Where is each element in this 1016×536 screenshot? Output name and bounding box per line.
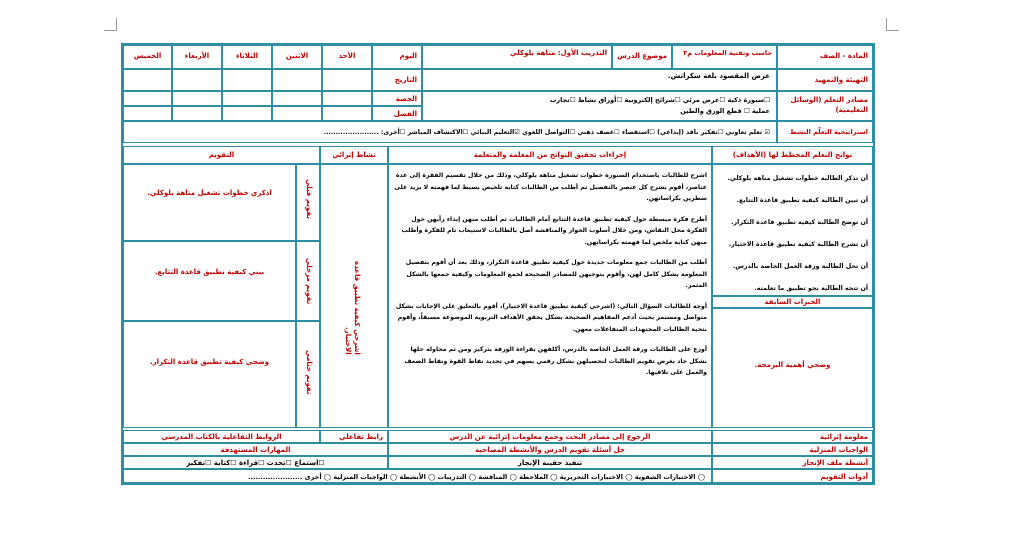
period-cell xyxy=(172,91,222,106)
procedure-item: أطرح فكرة مبسطة حول كيفية تطبيق قاعدة التتابع أمام الطالبات ثم أطلب منهن إبداء رأيهن حول الفكرة محل النقاش، ومن خلال أسلوب الحوار والمناقشة أصل بالطالبات لاستيعاب تام للفكرة وأطلب منهن كتابة ملخص لما فهمته بكراساتهن. xyxy=(401,215,707,246)
class-cell xyxy=(172,106,222,121)
day-monday: الاثنين xyxy=(272,45,322,69)
period-label: الحصة xyxy=(372,91,422,106)
resources-value xyxy=(422,91,777,121)
period-cell xyxy=(222,91,272,106)
evaluation-type-cell xyxy=(296,241,320,321)
procedure-item: أطلب من الطالبات جمع معلومات جديدة حول كيفية تطبيق قاعدة التكرار، وذلك بعد أن أقوم بتفصيل المعلومة بشكل كامل لهن، وأقوم بتوجيهن للمصادر الصحيحة لجمع المعلومات وكيفية جمعها بالشكل المثمر. xyxy=(405,259,707,289)
intro-label: التهيئة والتمهيد xyxy=(777,69,873,91)
evaluation-tools-options: ◯ الاختبارات الشفوية ◯ الاختبارات التحريرية ◯ الملاحظة ◯ المناقشة ◯ التدريبات ◯ الأنشطة ◯ الواجبات المنزلية ◯ أخرى ...................... xyxy=(123,469,712,483)
procedure-item: أوجه للطالبات السؤال التالي: (اشرحي كيفية تطبيق قاعدة الاختيار)، أقوم بالتعليق على الإجابات بشكل متواصل ومستمر بحيث أدعم المفاهيم الصحيحة بشكل يحقق الأهداف التربوية الموضوعة مسبقاً، وأقوم بتحية الطالبات المجتهدات المتفاعلات معهن. xyxy=(395,302,707,333)
day-tuesday: الثلاثاء xyxy=(222,45,272,69)
evaluation-tools-label: أدوات التقويم xyxy=(712,469,873,483)
portfolio-label: أنشطة ملف الإنجاز xyxy=(712,456,873,469)
target-skills-label: المهارات المستهدفة xyxy=(123,443,388,456)
period-cell xyxy=(272,91,322,106)
day-sunday: الأحد xyxy=(322,45,372,69)
resources-line-1: ☐سبورة ذكية ☐عرض مرئي ☐شرائح إلكترونية ☐أوراق نشاط ☐تجارب xyxy=(549,96,770,104)
prior-knowledge-label: الخبرات السابقة xyxy=(712,296,873,308)
homework-label: الواجبات المنزلية xyxy=(712,443,873,456)
class-cell xyxy=(123,106,172,121)
evaluation-type-cell xyxy=(296,321,320,428)
period-cell xyxy=(322,91,372,106)
resources-line-2: عملية ☐ قطع الورق والطين xyxy=(680,107,770,115)
outcomes-header: نواتج التعلم المخطط لها (الأهداف) xyxy=(712,146,873,164)
enrichment-info-label: معلومة إثرائية xyxy=(712,430,873,443)
homework-value: حل أسئلة تقويم الدرس والأنشطة المصاحبة xyxy=(388,443,712,456)
date-cell xyxy=(222,69,272,91)
outcome-item: أن تتجه الطالبة نحو تطبيق ما تعلمته. xyxy=(754,285,868,292)
evaluation-question: بيني كيفية تطبيق قاعدة التتابع. xyxy=(123,241,296,321)
topic-label: موضوع الدرس xyxy=(612,45,672,69)
date-cell xyxy=(172,69,222,91)
outcome-item: أن تشرح الطالبة كيفية تطبيق قاعدة الاختيار. xyxy=(728,241,868,248)
evaluation-header: التقويم xyxy=(123,146,320,164)
evaluation-type: تقويم مرحلي xyxy=(305,258,313,305)
day-label: اليوم xyxy=(372,45,422,69)
interactive-link-value: الروابط التفاعلية بالكتاب المدرسي xyxy=(123,430,320,443)
portfolio-value: تنفيذ حقيبة الإنجاز xyxy=(388,456,712,469)
strategy-label: استراتيجية التعلّم النشط xyxy=(777,121,873,143)
subject-label: المادة - الصف xyxy=(777,45,873,69)
day-wednesday: الأربعاء xyxy=(172,45,222,69)
outcomes-list xyxy=(712,164,873,296)
interactive-link-label: رابط تفاعلي xyxy=(320,430,388,443)
activity-header: نشاط إثرائي xyxy=(320,146,388,164)
margin-corner-mark xyxy=(886,18,899,31)
target-skills-options: ☐استماع ☐تحدث ☐قراءة ☐كتابة ☐تفكير xyxy=(123,456,388,469)
prior-knowledge-value: وضحي أهمية البرمجة. xyxy=(712,308,873,428)
class-label: الفصل xyxy=(372,106,422,121)
procedures-list xyxy=(388,164,712,428)
outcome-item: أن تذكر الطالبة خطوات تشغيل متاهة بلوكلي. xyxy=(727,175,868,182)
enrichment-info-value: الرجوع إلى مصادر البحث وجمع معلومات إثرائية عن الدرس xyxy=(388,430,712,443)
day-thursday: الخميس xyxy=(123,45,172,69)
date-cell xyxy=(123,69,172,91)
class-cell xyxy=(222,106,272,121)
evaluation-type: تقويم ختامي xyxy=(305,350,313,395)
enrichment-activity-cell xyxy=(320,164,388,428)
resources-label: مصادر التعلم (الوسائل التعليمية) xyxy=(777,91,873,121)
outcome-item: أن تحل الطالبة ورقة العمل الخاصة بالدرس. xyxy=(732,263,868,270)
topic-value: التدريب الأول: متاهة بلوكلي xyxy=(422,45,612,69)
procedure-item: أوزع على الطالبات ورقة العمل الخاصة بالدرس، أكلفهن بقراءة الورقة بتركيز ومن ثم محاولة حلها بشكل جاد بغرض تقويم الطالبات لتحصيلهن بشكل رقمي يسهم في تحديد نقاط القوة ونقاط الضعف والعمل على تلافيها. xyxy=(404,346,707,376)
date-cell xyxy=(272,69,322,91)
evaluation-question: اذكري خطوات تشغيل متاهة بلوكلي. xyxy=(123,164,296,241)
date-label: التاريخ xyxy=(372,69,422,91)
enrichment-activity-text: اشرحي كيفية تطبيق قاعدة الاختيار. xyxy=(344,261,361,355)
class-cell xyxy=(322,106,372,121)
evaluation-type: تقويم قبلي xyxy=(305,179,313,219)
evaluation-type-cell xyxy=(296,164,320,241)
intro-value: عرض المقصود بلغة سكراتش. xyxy=(422,69,777,91)
margin-corner-mark xyxy=(104,18,117,31)
strategy-value: ☑ تعلم تعاوني ☐تفكير ناقد (إبداعي) ☐استقصاء ☐عصف ذهني ☐التواصل اللغوي ☑التعليم البنائي ☐الاكتشاف المباشر ☐أخرى: ....................... xyxy=(123,121,777,143)
outcome-item: أن توضح الطالبة كيفية تطبيق قاعدة التكرار. xyxy=(731,219,868,226)
procedures-header: إجراءات تحقيق النواتج من المعلمة والمتعلمة xyxy=(388,146,712,164)
class-cell xyxy=(272,106,322,121)
date-cell xyxy=(322,69,372,91)
outcome-item: أن تبين الطالبة كيفية تطبيق قاعدة التتابع. xyxy=(736,197,868,204)
procedure-item: اشرح للطالبات باستخدام السبورة خطوات تشغيل متاهة بلوكلي، وذلك من خلال تقسيم الفقرة إلى عدة عناصر، أقوم بشرح كل عنصر بالتفصيل ثم أطلب من الطالبات كتابة تلخيص بسيط لما فهمته لا يزيد على سطرين بكراساتهن. xyxy=(394,172,707,202)
evaluation-question: وضحي كيفية تطبيق قاعدة التكرار. xyxy=(123,321,296,428)
subject-value: حاسب وتقنية المعلومات م٣ xyxy=(672,45,777,69)
period-cell xyxy=(123,91,172,106)
